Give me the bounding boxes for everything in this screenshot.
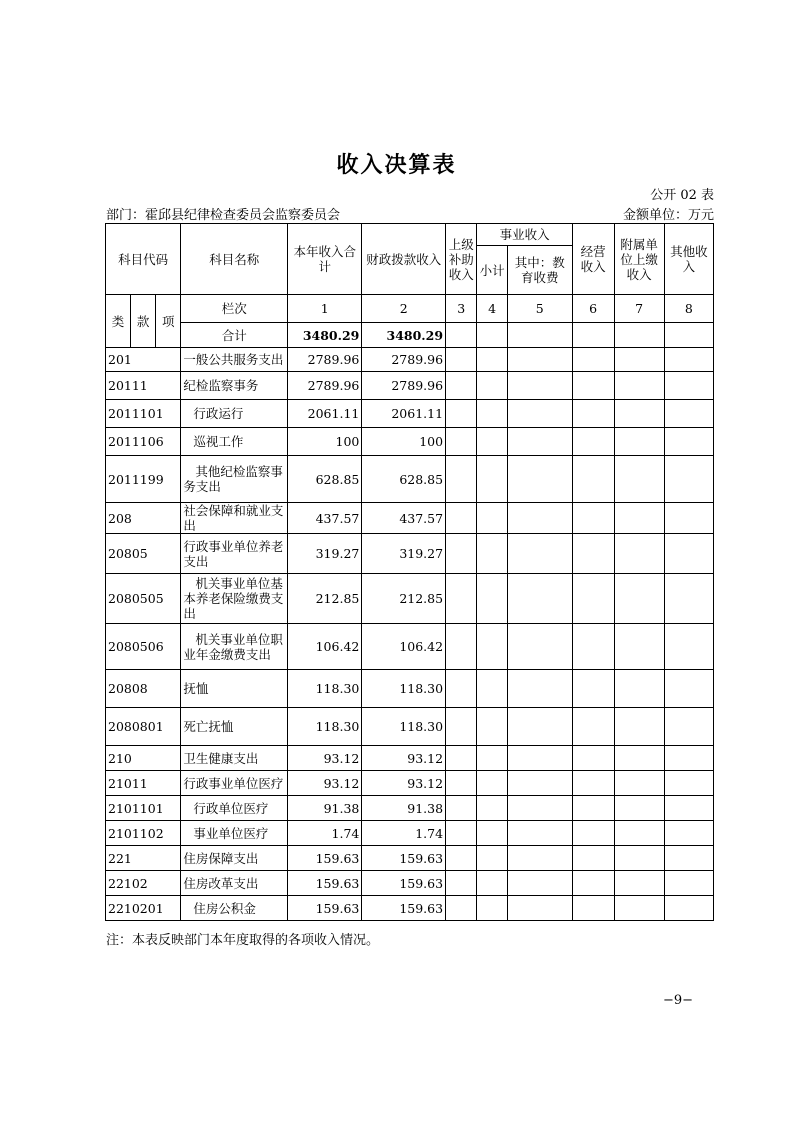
row-total: 2789.96 xyxy=(288,348,362,372)
header-lei: 类 xyxy=(106,295,131,348)
header-xiang: 项 xyxy=(156,295,181,348)
row-total: 437.57 xyxy=(288,503,362,534)
row-name: 行政事业单位养老支出 xyxy=(181,534,288,574)
row-name: 卫生健康支出 xyxy=(181,746,288,771)
row-fiscal: 100 xyxy=(362,428,446,456)
table-row xyxy=(106,896,714,921)
row-name: 一般公共服务支出 xyxy=(181,348,288,372)
header-subject-code: 科目代码 xyxy=(106,224,181,295)
table-row xyxy=(106,871,714,896)
income-table xyxy=(105,223,714,921)
total-fiscal-value: 3480.29 xyxy=(362,323,446,348)
row-total: 212.85 xyxy=(288,574,362,624)
row-total: 159.63 xyxy=(288,846,362,871)
column-number: 5 xyxy=(507,295,572,323)
row-code: 20111 xyxy=(106,372,181,400)
row-name: 巡视工作 xyxy=(181,428,288,456)
row-code: 221 xyxy=(106,846,181,871)
page-title: 收入决算表 xyxy=(336,152,457,178)
row-total: 628.85 xyxy=(288,456,362,503)
header-kuan: 款 xyxy=(131,295,156,348)
table-row xyxy=(106,400,714,428)
total-row-label: 合计 xyxy=(181,323,288,348)
header-business-income: 事业收入 xyxy=(477,224,572,246)
row-fiscal: 1.74 xyxy=(362,821,446,846)
row-total: 319.27 xyxy=(288,534,362,574)
row-fiscal: 93.12 xyxy=(362,771,446,796)
row-total: 100 xyxy=(288,428,362,456)
row-code: 2080506 xyxy=(106,624,181,670)
total-income-value: 3480.29 xyxy=(288,323,362,348)
header-business-subtotal: 小计 xyxy=(477,246,507,295)
header-superior-subsidy: 上级补助收入 xyxy=(446,224,477,295)
row-total: 159.63 xyxy=(288,871,362,896)
row-fiscal: 437.57 xyxy=(362,503,446,534)
table-row xyxy=(106,372,714,400)
row-fiscal: 118.30 xyxy=(362,708,446,746)
column-number: 6 xyxy=(572,295,614,323)
header-affiliated-income: 附属单位上缴收入 xyxy=(614,224,664,295)
row-name: 住房改革支出 xyxy=(181,871,288,896)
row-name: 机关事业单位基本养老保险缴费支出 xyxy=(181,574,288,624)
row-name: 机关事业单位职业年金缴费支出 xyxy=(181,624,288,670)
row-fiscal: 2789.96 xyxy=(362,372,446,400)
table-row xyxy=(106,771,714,796)
row-total: 118.30 xyxy=(288,708,362,746)
header-total-income: 本年收入合计 xyxy=(288,224,362,295)
row-code: 2210201 xyxy=(106,896,181,921)
row-code: 208 xyxy=(106,503,181,534)
row-fiscal: 2789.96 xyxy=(362,348,446,372)
row-fiscal: 628.85 xyxy=(362,456,446,503)
header-other-income: 其他收入 xyxy=(664,224,713,295)
row-name: 抚恤 xyxy=(181,670,288,708)
row-fiscal: 93.12 xyxy=(362,746,446,771)
row-name: 行政运行 xyxy=(181,400,288,428)
row-total: 1.74 xyxy=(288,821,362,846)
table-row xyxy=(106,534,714,574)
row-fiscal: 212.85 xyxy=(362,574,446,624)
row-code: 2011101 xyxy=(106,400,181,428)
column-number: 8 xyxy=(664,295,713,323)
column-number: 4 xyxy=(477,295,507,323)
table-row xyxy=(106,574,714,624)
row-name: 其他纪检监察事务支出 xyxy=(181,456,288,503)
form-number: 公开 02 表 xyxy=(650,188,714,203)
row-fiscal: 159.63 xyxy=(362,871,446,896)
row-fiscal: 319.27 xyxy=(362,534,446,574)
row-fiscal: 2061.11 xyxy=(362,400,446,428)
column-number: 2 xyxy=(362,295,446,323)
row-total: 93.12 xyxy=(288,771,362,796)
table-row xyxy=(106,348,714,372)
row-total: 2061.11 xyxy=(288,400,362,428)
amount-unit-label: 金额单位：万元 xyxy=(622,208,714,223)
row-name: 纪检监察事务 xyxy=(181,372,288,400)
table-row xyxy=(106,456,714,503)
header-subject-name: 科目名称 xyxy=(181,224,288,295)
row-code: 20808 xyxy=(106,670,181,708)
row-total: 91.38 xyxy=(288,796,362,821)
table-row xyxy=(106,670,714,708)
row-fiscal: 118.30 xyxy=(362,670,446,708)
table-row xyxy=(106,846,714,871)
row-fiscal: 106.42 xyxy=(362,624,446,670)
header-operating-income: 经营收入 xyxy=(572,224,614,295)
row-code: 210 xyxy=(106,746,181,771)
row-name: 行政单位医疗 xyxy=(181,796,288,821)
table-row xyxy=(106,428,714,456)
row-code: 22102 xyxy=(106,871,181,896)
table-row xyxy=(106,708,714,746)
table-note: 注：本表反映部门本年度取得的各项收入情况。 xyxy=(106,933,380,948)
table-row xyxy=(106,503,714,534)
row-code: 2011199 xyxy=(106,456,181,503)
page-number: −9− xyxy=(662,993,693,1008)
row-code: 201 xyxy=(106,348,181,372)
column-index-label: 栏次 xyxy=(181,295,288,323)
column-number: 1 xyxy=(288,295,362,323)
table-row xyxy=(106,821,714,846)
row-code: 2080801 xyxy=(106,708,181,746)
row-total: 93.12 xyxy=(288,746,362,771)
row-code: 2101102 xyxy=(106,821,181,846)
row-total: 159.63 xyxy=(288,896,362,921)
column-number: 3 xyxy=(446,295,477,323)
row-code: 21011 xyxy=(106,771,181,796)
row-total: 2789.96 xyxy=(288,372,362,400)
table-row xyxy=(106,624,714,670)
row-total: 118.30 xyxy=(288,670,362,708)
row-name: 行政事业单位医疗 xyxy=(181,771,288,796)
row-name: 社会保障和就业支出 xyxy=(181,503,288,534)
table-row xyxy=(106,746,714,771)
row-fiscal: 91.38 xyxy=(362,796,446,821)
row-code: 2011106 xyxy=(106,428,181,456)
row-code: 2101101 xyxy=(106,796,181,821)
row-name: 事业单位医疗 xyxy=(181,821,288,846)
column-number: 7 xyxy=(614,295,664,323)
table-row xyxy=(106,796,714,821)
row-total: 106.42 xyxy=(288,624,362,670)
department-label: 部门：霍邱县纪律检查委员会监察委员会 xyxy=(106,208,341,223)
header-fiscal-income: 财政拨款收入 xyxy=(362,224,446,295)
row-code: 20805 xyxy=(106,534,181,574)
row-name: 住房公积金 xyxy=(181,896,288,921)
row-code: 2080505 xyxy=(106,574,181,624)
row-fiscal: 159.63 xyxy=(362,896,446,921)
row-name: 死亡抚恤 xyxy=(181,708,288,746)
header-education-fee: 其中：教育收费 xyxy=(507,246,572,295)
row-fiscal: 159.63 xyxy=(362,846,446,871)
row-name: 住房保障支出 xyxy=(181,846,288,871)
